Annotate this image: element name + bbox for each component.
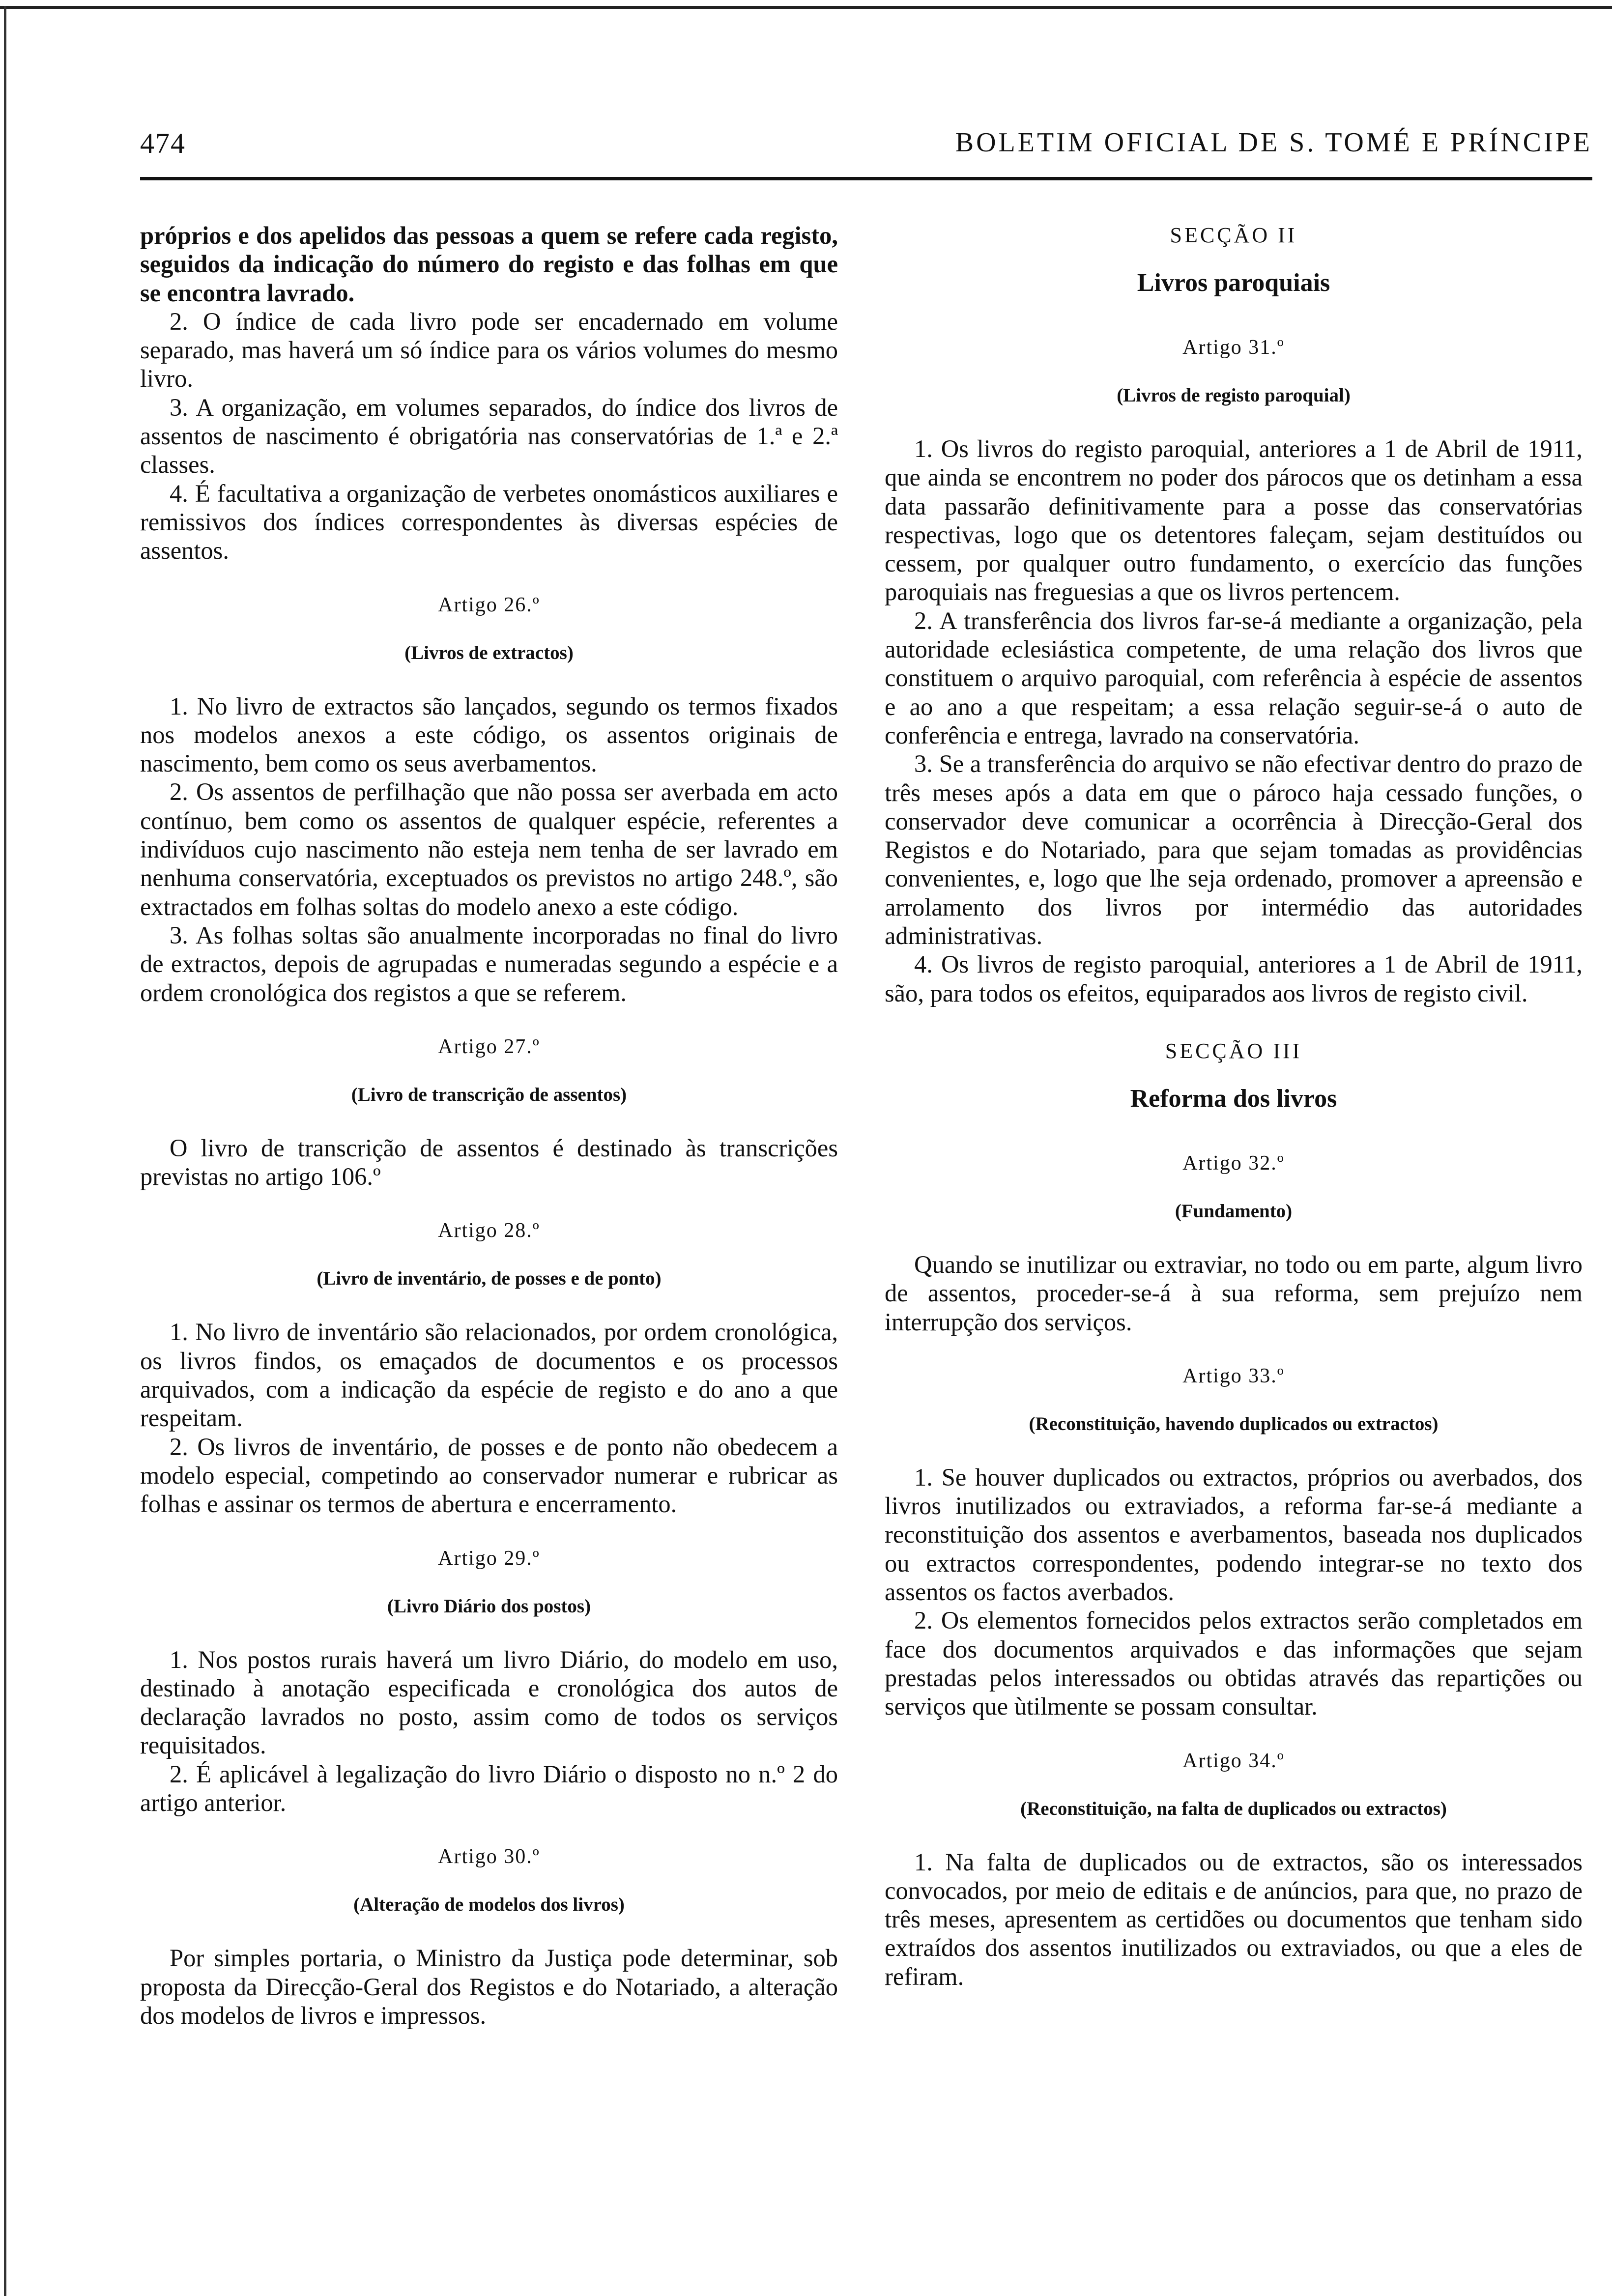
article-number: Artigo 33.º — [1182, 1364, 1285, 1387]
article-heading: (Fundamento) — [1175, 1200, 1293, 1222]
article-heading: (Livro Diário dos postos) — [387, 1595, 591, 1617]
article-34 — [885, 1721, 1583, 1991]
left-border-rule — [4, 6, 6, 2296]
article-27 — [140, 1007, 838, 1191]
continued-article — [140, 221, 838, 565]
paragraph: 2. Os livros de inventário, de posses e de ponto não obedecem a modelo especial, competindo ao conservador numerar e rubricar as folhas e assinar os termos de abertura e encerramento. — [140, 1433, 838, 1518]
section-title: Reforma dos livros — [1130, 1084, 1337, 1113]
article-28 — [140, 1191, 838, 1518]
paragraph: 1. Os livros do registo paroquial, anteriores a 1 de Abril de 1911, que ainda se encontrem no poder dos párocos que os detinham a essa data passarão definitivamente para a posse das conservatórias respectivas, logo que os detentores faleçam, sejam destituídos ou cessem, por qualquer outro fundamento, o exercício das funções paroquiais nas freguesias a que os livros pertencem. — [885, 435, 1583, 606]
top-border-rule — [0, 6, 1612, 9]
paragraph: 2. É aplicável à legalização do livro Diário o disposto no n.º 2 do artigo anterior. — [140, 1760, 838, 1816]
section-title: Livros paroquiais — [1137, 269, 1330, 297]
paragraph: 1. Na falta de duplicados ou de extractos, são os interessados convocados, por meio de editais e de anúncios, para que, no prazo de três meses, apresentem as certidões ou documentos que tenham sido extraídos dos assentos inutilizados ou extraviados, ou que a eles de refiram. — [885, 1848, 1583, 1990]
paragraph: 2. O índice de cada livro pode ser encadernado em volume separado, mas haverá um só índice para os vários volumes do mesmo livro. — [140, 307, 838, 393]
section-3 — [885, 1007, 1583, 1123]
paragraph: 1. No livro de extractos são lançados, segundo os termos fixados nos modelos anexos a este código, os assentos originais de nascimento, bem como os seus averbamentos. — [140, 692, 838, 777]
article-heading: (Livro de inventário, de posses e de ponto) — [317, 1268, 662, 1290]
journal-title: BOLETIM OFICIAL DE S. TOMÉ E PRÍNCIPE — [955, 127, 1592, 158]
article-heading: (Livros de extractos) — [404, 642, 574, 663]
paragraph: Por simples portaria, o Ministro da Justiça pode determinar, sob proposta da Direcção-Geral dos Registos e do Notariado, a alteração dos modelos de livros e impressos. — [140, 1944, 838, 2029]
article-number: Artigo 26.º — [438, 593, 540, 616]
article-26 — [140, 565, 838, 1007]
article-30 — [140, 1817, 838, 2030]
page-number: 474 — [140, 127, 186, 159]
article-number: Artigo 27.º — [438, 1035, 540, 1058]
article-number: Artigo 32.º — [1182, 1151, 1285, 1175]
paragraph: 4. Os livros de registo paroquial, anteriores a 1 de Abril de 1911, são, para todos os efeitos, equiparados aos livros de registo civil. — [885, 950, 1583, 1007]
article-33 — [885, 1336, 1583, 1721]
paragraph: O livro de transcrição de assentos é destinado às transcrições previstas no artigo 106.º — [140, 1134, 838, 1191]
header-rule — [140, 177, 1592, 180]
paragraph: 2. Os elementos fornecidos pelos extractos serão completados em face dos documentos arquivados e das informações que sejam prestadas pelos interessados ou obtidas através das repartições ou serviços que ùtilmente se possam consultar. — [885, 1607, 1583, 1721]
article-number: Artigo 30.º — [438, 1845, 540, 1868]
right-column — [885, 221, 1583, 1991]
left-column — [140, 221, 838, 2030]
article-heading: (Alteração de modelos dos livros) — [353, 1894, 625, 1916]
article-heading: (Livros de registo paroquial) — [1117, 385, 1351, 406]
article-29 — [140, 1519, 838, 1817]
article-heading: (Reconstituição, havendo duplicados ou extractos) — [1029, 1413, 1439, 1435]
paragraph: 3. A organização, em volumes separados, do índice dos livros de assentos de nascimento é obrigatória nas conservatórias de 1.ª e 2.ª classes. — [140, 393, 838, 479]
section-2 — [885, 221, 1583, 308]
paragraph: 3. Se a transferência do arquivo se não efectivar dentro do prazo de três meses após a data em que o pároco haja cessado funções, o conservador deve comunicar a ocorrência à Direcção-Geral dos Registos e do Notariado, para que sejam tomadas as providências convenientes, e, logo que lhe seja ordenado, promover a apreensão e arrolamento dos livros por intermédio das autoridades administrativas. — [885, 750, 1583, 950]
paragraph: Quando se inutilizar ou extraviar, no todo ou em parte, algum livro de assentos, proceder-se-á à sua reforma, sem prejuízo nem interrupção dos serviços. — [885, 1250, 1583, 1336]
article-number: Artigo 28.º — [438, 1219, 540, 1242]
section-label: SECÇÃO II — [1170, 223, 1297, 247]
article-heading: (Reconstituição, na falta de duplicados ou extractos) — [1020, 1798, 1447, 1819]
article-number: Artigo 29.º — [438, 1547, 540, 1570]
article-32 — [885, 1123, 1583, 1336]
paragraph: próprios e dos apelidos das pessoas a quem se refere cada registo, seguidos da indicação do número do registo e das folhas em que se encontra lavrado. — [140, 222, 838, 307]
page-header — [140, 127, 1592, 166]
paragraph: 1. Se houver duplicados ou extractos, próprios ou averbados, dos livros inutilizados ou extraviados, a reforma far-se-á mediante a reconstituição dos assentos e averbamentos, baseada nos duplicados ou extractos correspondentes, podendo integrar-se no texto dos assentos os factos averbados. — [885, 1463, 1583, 1606]
article-heading: (Livro de transcrição de assentos) — [351, 1084, 627, 1105]
paragraph: 4. É facultativa a organização de verbetes onomásticos auxiliares e remissivos dos índices correspondentes às diversas espécies de assentos. — [140, 479, 838, 565]
paragraph: 3. As folhas soltas são anualmente incorporadas no final do livro de extractos, depois de agrupadas e numeradas segundo a espécie e a ordem cronológica dos registos a que se referem. — [140, 921, 838, 1006]
article-number: Artigo 31.º — [1182, 336, 1285, 359]
article-number: Artigo 34.º — [1182, 1749, 1285, 1772]
paragraph: 1. Nos postos rurais haverá um livro Diário, do modelo em uso, destinado à anotação especificada e cronológica dos autos de declaração lavrados no posto, assim como de todos os serviços requisitados. — [140, 1645, 838, 1759]
paragraph: 1. No livro de inventário são relacionados, por ordem cronológica, os livros findos, os emaçados de documentos e os processos arquivados, com a indicação da espécie de registo e do ano a que respeitam. — [140, 1318, 838, 1432]
paragraph: 2. Os assentos de perfilhação que não possa ser averbada em acto contínuo, bem como os assentos de qualquer espécie, referentes a indivíduos cujo nascimento não esteja nem tenha de ser lavrado em nenhuma conservatória, exceptuados os previstos no artigo 248.º, são extractados em folhas soltas do modelo anexo a este código. — [140, 778, 838, 920]
article-31 — [885, 308, 1583, 1007]
section-label: SECÇÃO III — [1165, 1038, 1302, 1063]
paragraph: 2. A transferência dos livros far-se-á mediante a organização, pela autoridade eclesiástica competente, de uma relação dos livros que constituem o arquivo paroquial, com referência à espécie de assentos e ao ano a que respeitam; a essa relação seguir-se-á o auto de conferência e entrega, lavrado na conservatória. — [885, 606, 1583, 749]
